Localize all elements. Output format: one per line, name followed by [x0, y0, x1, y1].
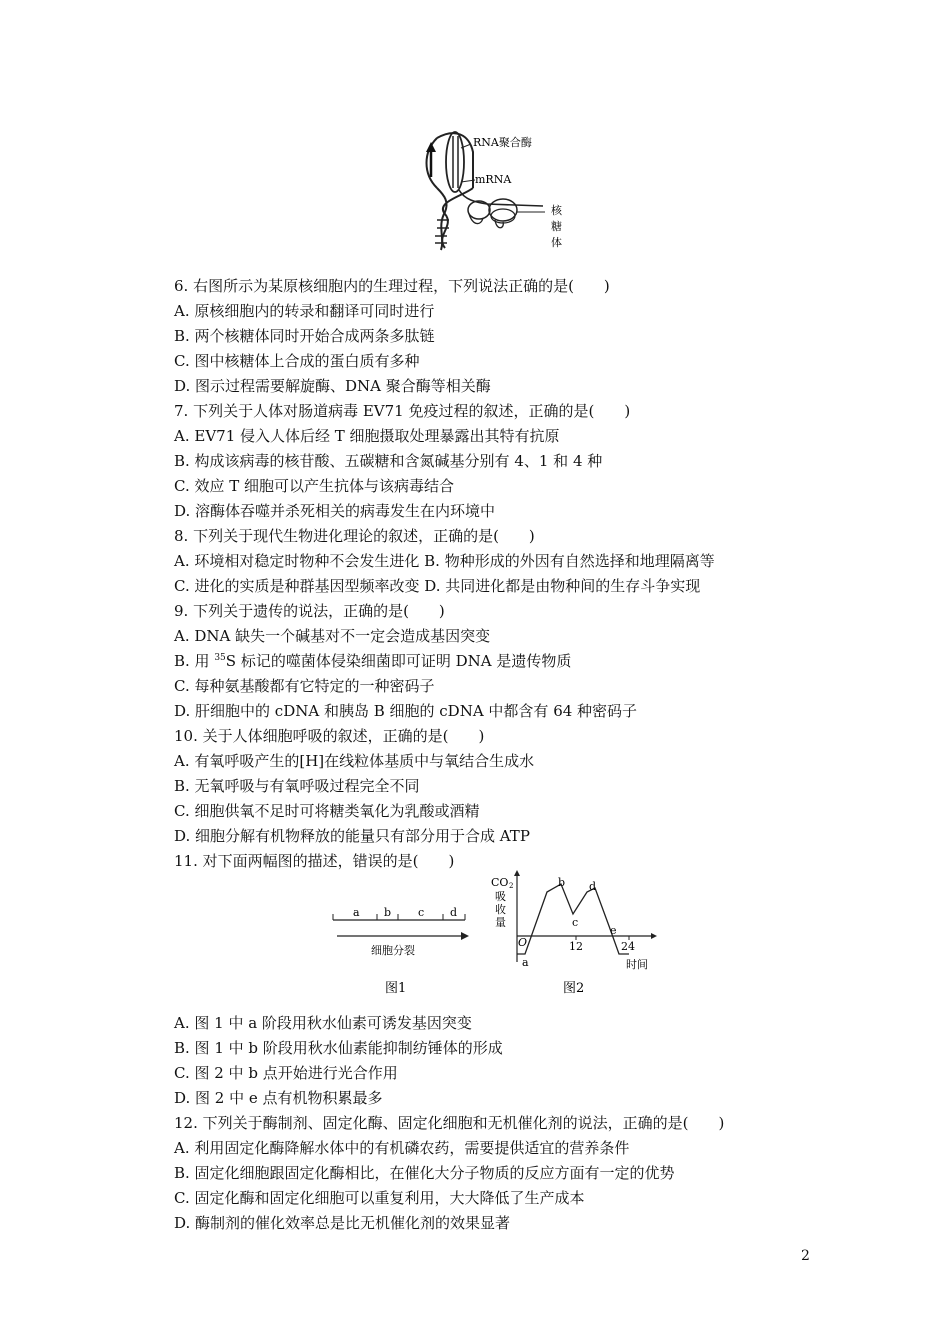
- transcription-translation-figure: [415, 122, 580, 252]
- q9-option-b-sup: 35: [214, 653, 226, 663]
- q12-option-d: D. 酶制剂的催化效率总是比无机催化剂的效果显著: [174, 1214, 511, 1232]
- fig2-ylabel-3: 量: [495, 916, 506, 929]
- q10-option-c: C. 细胞供氧不足时可将糖类氧化为乳酸或酒精: [174, 802, 480, 820]
- ribosome-label-1: 核: [551, 204, 562, 217]
- fig2-point-d: d: [589, 880, 597, 893]
- q11-option-d: D. 图 2 中 e 点有机物积累最多: [174, 1089, 383, 1107]
- q6-option-a: A. 原核细胞内的转录和翻译可同时进行: [174, 302, 435, 320]
- q12-stem: 12. 下列关于酶制剂、固定化酶、固定化细胞和无机催化剂的说法，正确的是( ): [174, 1114, 725, 1132]
- q12-option-b: B. 固定化细胞跟固定化酶相比，在催化大分子物质的反应方面有一定的优势: [174, 1164, 675, 1182]
- q8-options-cd: C. 进化的实质是种群基因型频率改变 D. 共同进化都是由物种间的生存斗争实现: [174, 577, 701, 595]
- q6-option-d: D. 图示过程需要解旋酶、DNA 聚合酶等相关酶: [174, 377, 491, 395]
- fig1-seg-d: d: [450, 906, 458, 919]
- fig2-origin: O: [518, 936, 528, 949]
- q9-stem: 9. 下列关于遗传的说法，正确的是( ): [174, 602, 445, 620]
- page-number: 2: [801, 1248, 810, 1264]
- fig2-tick-24: 24: [621, 940, 635, 953]
- fig1-seg-b: b: [384, 906, 392, 919]
- q7-stem: 7. 下列关于人体对肠道病毒 EV71 免疫过程的叙述，正确的是( ): [174, 402, 631, 420]
- fig2-point-e: e: [610, 924, 617, 937]
- fig1-seg-c: c: [418, 906, 425, 919]
- q7-option-a: A. EV71 侵入人体后经 T 细胞摄取处理暴露出其特有抗原: [174, 427, 560, 445]
- q11-figures: [325, 870, 665, 1000]
- fig2-ylabel-sub: 2: [509, 882, 514, 890]
- fig2-tick-12: 12: [569, 940, 583, 953]
- q9-option-c: C. 每种氨基酸都有它特定的一种密码子: [174, 677, 435, 695]
- rna-polymerase-label: RNA聚合酶: [473, 136, 532, 149]
- q11-option-a: A. 图 1 中 a 阶段用秋水仙素可诱发基因突变: [174, 1014, 472, 1032]
- fig2-caption: 图2: [563, 981, 585, 996]
- q12-option-a: A. 利用固定化酶降解水体中的有机磷农药，需要提供适宜的营养条件: [174, 1139, 630, 1157]
- q9-option-d: D. 肝细胞中的 cDNA 和胰岛 B 细胞的 cDNA 中都含有 64 种密码子: [174, 702, 638, 720]
- q6-stem: 6. 右图所示为某原核细胞内的生理过程，下列说法正确的是( ): [174, 277, 610, 295]
- q9-option-a: A. DNA 缺失一个碱基对不一定会造成基因突变: [174, 627, 491, 645]
- q9-option-b-pre: B. 用: [174, 652, 215, 670]
- q11-stem: 11. 对下面两幅图的描述，错误的是( ): [174, 852, 455, 870]
- q10-stem: 10. 关于人体细胞呼吸的叙述，正确的是( ): [174, 727, 485, 745]
- q6-option-c: C. 图中核糖体上合成的蛋白质有多种: [174, 352, 420, 370]
- q7-option-b: B. 构成该病毒的核苷酸、五碳糖和含氮碱基分别有 4、1 和 4 种: [174, 452, 603, 470]
- fig1-arrow-label: 细胞分裂: [371, 944, 415, 957]
- ribosome-label-3: 体: [551, 236, 562, 249]
- q7-option-d: D. 溶酶体吞噬并杀死相关的病毒发生在内环境中: [174, 502, 496, 520]
- fig2-xlabel: 时间: [626, 958, 648, 971]
- q11-option-b: B. 图 1 中 b 阶段用秋水仙素能抑制纺锤体的形成: [174, 1039, 503, 1057]
- question-list: [174, 274, 794, 1236]
- fig1-seg-a: a: [353, 906, 360, 919]
- q9-option-b: [174, 649, 794, 674]
- q10-option-b: B. 无氧呼吸与有氧呼吸过程完全不同: [174, 777, 420, 795]
- fig1-caption: 图1: [385, 981, 407, 996]
- fig2-point-a: a: [522, 956, 529, 969]
- fig2-ylabel-2: 收: [495, 903, 506, 916]
- q7-option-c: C. 效应 T 细胞可以产生抗体与该病毒结合: [174, 477, 455, 495]
- q11-option-c: C. 图 2 中 b 点开始进行光合作用: [174, 1064, 398, 1082]
- mrna-label: mRNA: [475, 173, 512, 186]
- q10-option-d: D. 细胞分解有机物释放的能量只有部分用于合成 ATP: [174, 827, 530, 845]
- q12-option-c: C. 固定化酶和固定化细胞可以重复利用，大大降低了生产成本: [174, 1189, 585, 1207]
- q9-option-b-post: S 标记的噬菌体侵染细菌即可证明 DNA 是遗传物质: [225, 652, 572, 670]
- fig2-point-c: c: [572, 916, 579, 929]
- q8-stem: 8. 下列关于现代生物进化理论的叙述，正确的是( ): [174, 527, 535, 545]
- fig2-ylabel-co: CO: [491, 876, 509, 889]
- q10-option-a: A. 有氧呼吸产生的[H]在线粒体基质中与氧结合生成水: [174, 752, 535, 770]
- ribosome-label-2: 糖: [551, 220, 562, 233]
- fig2-point-b: b: [558, 876, 566, 889]
- fig2-ylabel-1: 吸: [495, 890, 506, 903]
- q6-option-b: B. 两个核糖体同时开始合成两条多肽链: [174, 327, 435, 345]
- q8-options-ab: A. 环境相对稳定时物种不会发生进化 B. 物种形成的外因有自然选择和地理隔离等: [174, 552, 715, 570]
